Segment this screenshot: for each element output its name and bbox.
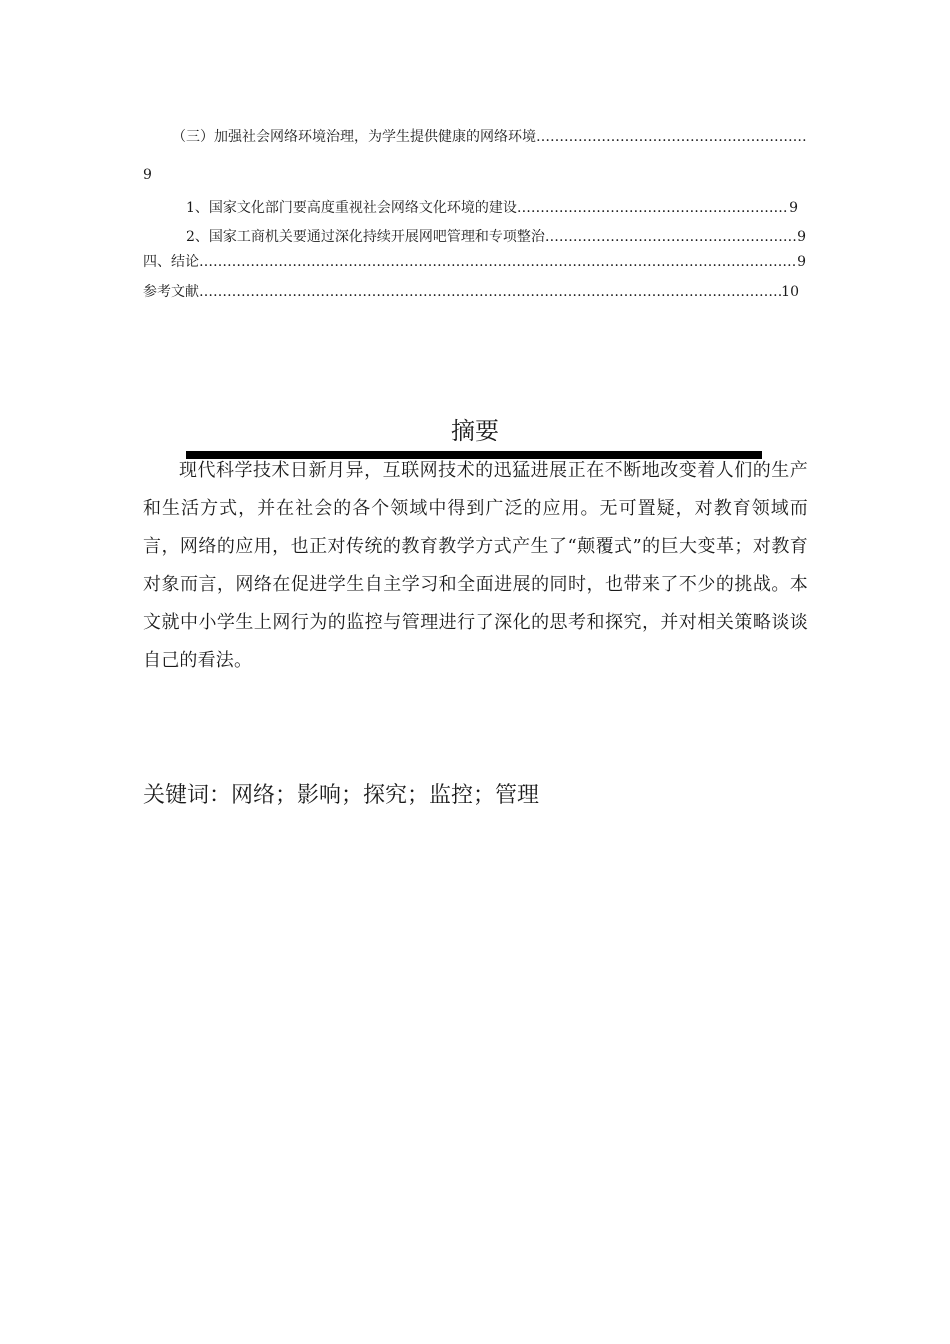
- toc-entry-title: （三）加强社会网络环境治理，为学生提供健康的网络环境: [172, 129, 536, 145]
- toc-entry[interactable]: [186, 228, 806, 246]
- toc-entry-title: 2、国家工商机关要通过深化持续开展网吧管理和专项整治: [186, 229, 545, 245]
- abstract-body: 现代科学技术日新月异，互联网技术的迅猛进展正在不断地改变着人们的生产和生活方式，并在社会的各个领域中得到广泛的应用。无可置疑，对教育领域而言，网络的应用，也正对传统的教育教学方式产生了“颠覆式”的巨大变革；对教育对象而言，网络在促进学生自主学习和全面进展的同时，也带来了不少的挑战。本文就中小学生上网行为的监控与管理进行了深化的思考和探究，并对相关策略谈谈自己的看法。: [143, 460, 808, 671]
- toc-entry[interactable]: [172, 128, 806, 146]
- toc-leader-dots: [536, 128, 806, 146]
- toc-leader-dots: [199, 253, 797, 271]
- toc-leader-dots: [545, 228, 797, 246]
- toc-entry[interactable]: [143, 283, 799, 301]
- toc-leader-dots: [517, 199, 789, 217]
- toc-entry-title: 1、国家文化部门要高度重视社会网络文化环境的建设: [186, 200, 517, 216]
- toc-page-number: 9: [143, 167, 152, 183]
- toc-page-number: 9: [789, 200, 798, 216]
- toc-entry-title: 四、结论: [143, 254, 199, 270]
- toc-page-number: 9: [797, 229, 806, 245]
- keywords-line: 关键词：网络；影响；探究；监控；管理: [143, 783, 540, 808]
- toc-page-number: 9: [797, 254, 806, 270]
- abstract-title: 摘要: [451, 417, 499, 445]
- toc-entry[interactable]: [143, 253, 806, 271]
- toc-entry-title: 参考文献: [143, 284, 199, 300]
- toc-page-number: 10: [781, 284, 799, 300]
- toc-leader-dots: [199, 283, 781, 301]
- toc-entry[interactable]: [186, 199, 798, 217]
